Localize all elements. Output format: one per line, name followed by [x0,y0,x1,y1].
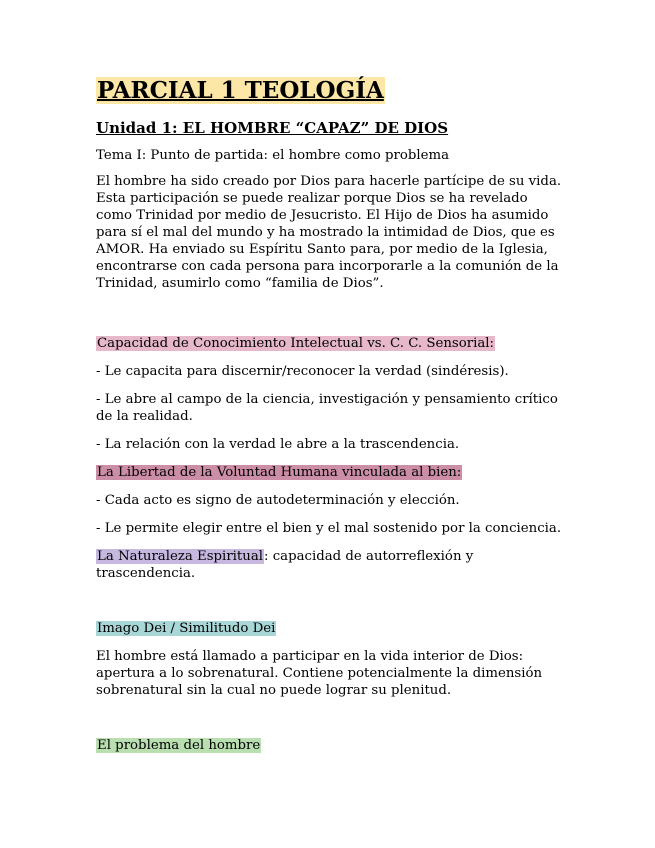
problem-heading [96,737,566,754]
spiritual-text: : capacidad de autorreflexión y trascendencia. [96,549,474,581]
imago-heading [96,620,566,637]
document-title [96,76,566,106]
freedom-heading-text: La Libertad de la Voluntad Humana vinculada al bien: [97,465,462,480]
topic-line: Tema I: Punto de partida: el hombre como problema [96,148,450,163]
spiritual-heading-text: La Naturaleza Espiritual [97,549,264,564]
title-highlight: PARCIAL 1 TEOLOGÍA [97,77,384,104]
knowledge-heading [96,335,566,352]
imago-paragraph: El hombre está llamado a participar en la vida interior de Dios: apertura a lo sobrenatural. Contiene potencialmente la dimensión sobrenatural sin la cual no puede lograr su plenitud. [96,649,543,698]
knowledge-bullet: - Le abre al campo de la ciencia, investigación y pensamiento crítico de la realidad. [96,392,558,424]
imago-heading-text: Imago Dei / Similitudo Dei [97,621,276,636]
freedom-bullet: - Le permite elegir entre el bien y el mal sostenido por la conciencia. [96,521,562,536]
freedom-bullet: - Cada acto es signo de autodeterminación y elección. [96,493,460,508]
spiritual-line [96,548,566,582]
document-content [96,76,566,754]
knowledge-bullet: - La relación con la verdad le abre a la trascendencia. [96,437,460,452]
freedom-heading [96,464,566,481]
knowledge-heading-text: Capacidad de Conocimiento Intelectual vs. C. C. Sensorial: [97,336,494,351]
problem-heading-text: El problema del hombre [97,738,261,753]
unit-heading: Unidad 1: EL HOMBRE “CAPAZ” DE DIOS [96,119,449,137]
knowledge-bullet: - Le capacita para discernir/reconocer la verdad (sindéresis). [96,364,509,379]
intro-paragraph: El hombre ha sido creado por Dios para hacerle partícipe de su vida. Esta participación se puede realizar porque Dios se ha revelado como Trinidad por medio de Jesucristo. El Hijo de Dios ha asumido para sí el mal del mundo y ha mostrado la intimidad de Dios, que es AMOR. Ha enviado su Espíritu Santo para, por medio de la Iglesia, encontrarse con cada persona para incorporarle a la comunión de la Trinidad, asumirlo como “familia de Dios”. [96,174,562,291]
